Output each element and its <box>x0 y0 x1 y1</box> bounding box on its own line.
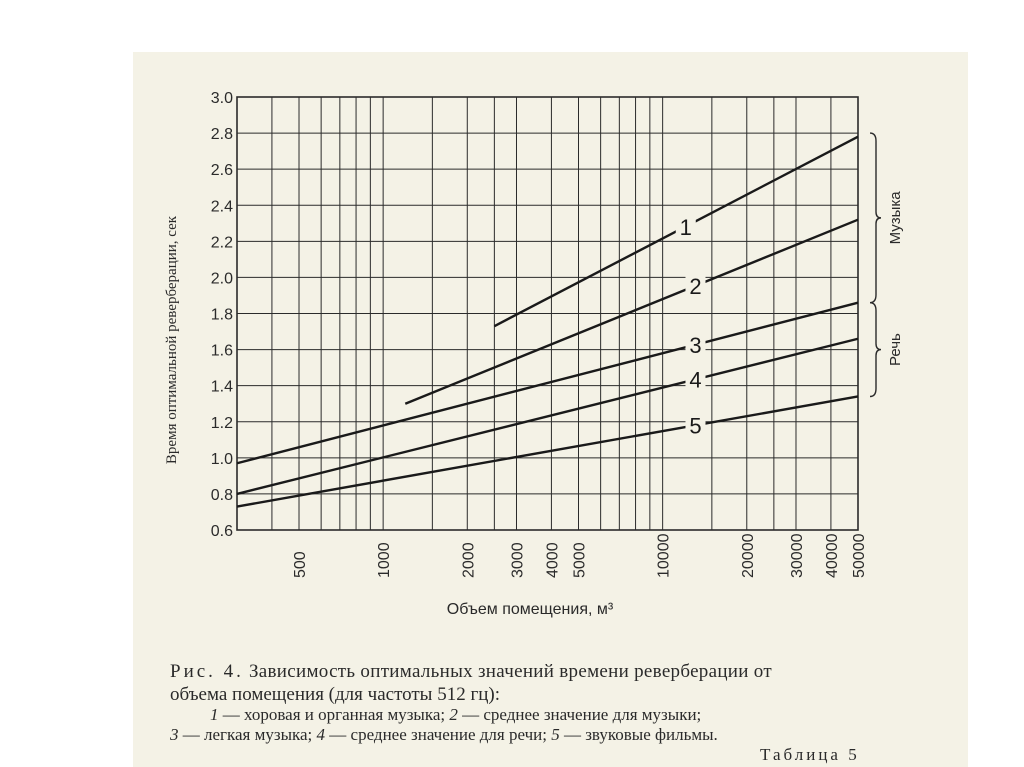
bracket-speech <box>870 303 881 397</box>
legend-text-1: — хоровая и органная музыка; <box>218 705 450 724</box>
legend-text-5: — звуковые фильмы. <box>559 725 718 744</box>
y-tick-label: 0.8 <box>210 486 233 504</box>
caption-title-line2: объема помещения (для частоты 512 гц): <box>170 684 501 705</box>
y-tick-label: 2.0 <box>210 270 233 288</box>
series-line-5 <box>237 396 858 506</box>
x-tick-label: 1000 <box>376 542 394 578</box>
y-tick-label: 0.6 <box>210 523 233 540</box>
series-label-1: 1 <box>679 214 692 240</box>
x-tick-label: 10000 <box>655 533 673 578</box>
series-label-2: 2 <box>689 274 702 300</box>
bracket-label-music: Музыка <box>887 191 904 245</box>
x-tick-label: 500 <box>292 551 310 578</box>
legend-text-2: — среднее значение для музыки; <box>457 705 702 724</box>
legend-num-2: 2 <box>449 705 458 724</box>
y-tick-label: 1.2 <box>210 414 233 432</box>
y-tick-label: 2.6 <box>210 162 233 180</box>
x-tick-label: 5000 <box>571 542 589 578</box>
x-tick-label: 3000 <box>509 542 527 578</box>
legend-text-3: — легкая музыка; <box>178 725 317 744</box>
bracket-music <box>870 133 881 303</box>
x-tick-label: 40000 <box>823 533 841 578</box>
x-tick-labels <box>292 533 868 578</box>
series-line-2 <box>405 220 858 404</box>
y-tick-label: 2.8 <box>210 126 233 144</box>
series-line-3 <box>237 303 858 464</box>
series-label-4: 4 <box>689 367 702 393</box>
caption-legend-line2 <box>170 725 718 745</box>
caption-title-text: Зависимость оптимальных значений времени реверберации от <box>248 661 772 682</box>
series-label-3: 3 <box>689 332 702 358</box>
legend-num-5: 5 <box>551 725 560 744</box>
y-tick-label: 2.4 <box>210 198 233 216</box>
legend-text-4: — среднее значение для речи; <box>325 725 552 744</box>
x-tick-label: 20000 <box>739 533 757 578</box>
bracket-label-speech: Речь <box>887 333 904 366</box>
range-brackets <box>870 133 904 396</box>
figure-label: Рис. 4. <box>170 661 244 682</box>
y-tick-label: 2.2 <box>210 234 233 252</box>
series-label-5: 5 <box>689 413 702 439</box>
y-tick-labels <box>211 90 233 540</box>
x-tick-label: 2000 <box>460 542 478 578</box>
x-tick-label: 30000 <box>788 533 806 578</box>
chart-grid <box>237 97 858 530</box>
y-tick-label: 3.0 <box>210 90 233 107</box>
x-axis-label: Объем помещения, м³ <box>446 601 614 618</box>
next-table-heading: Таблица 5 <box>760 745 860 764</box>
y-axis-label: Время оптимальной реверберации, сек <box>164 215 180 465</box>
y-tick-label: 1.8 <box>210 306 233 324</box>
legend-num-1: 1 <box>210 705 219 724</box>
caption-legend-line1 <box>210 705 701 725</box>
series-line-4 <box>237 339 858 494</box>
x-tick-label: 4000 <box>544 542 562 578</box>
y-tick-label: 1.4 <box>210 378 233 396</box>
series-lines <box>237 137 858 507</box>
legend-num-3: 3 <box>170 725 179 744</box>
y-tick-label: 1.0 <box>210 450 233 468</box>
caption-title <box>170 661 772 683</box>
y-tick-label: 1.6 <box>210 342 233 360</box>
series-labels <box>676 213 706 439</box>
x-tick-label: 50000 <box>851 533 868 578</box>
legend-num-4: 4 <box>316 725 326 744</box>
